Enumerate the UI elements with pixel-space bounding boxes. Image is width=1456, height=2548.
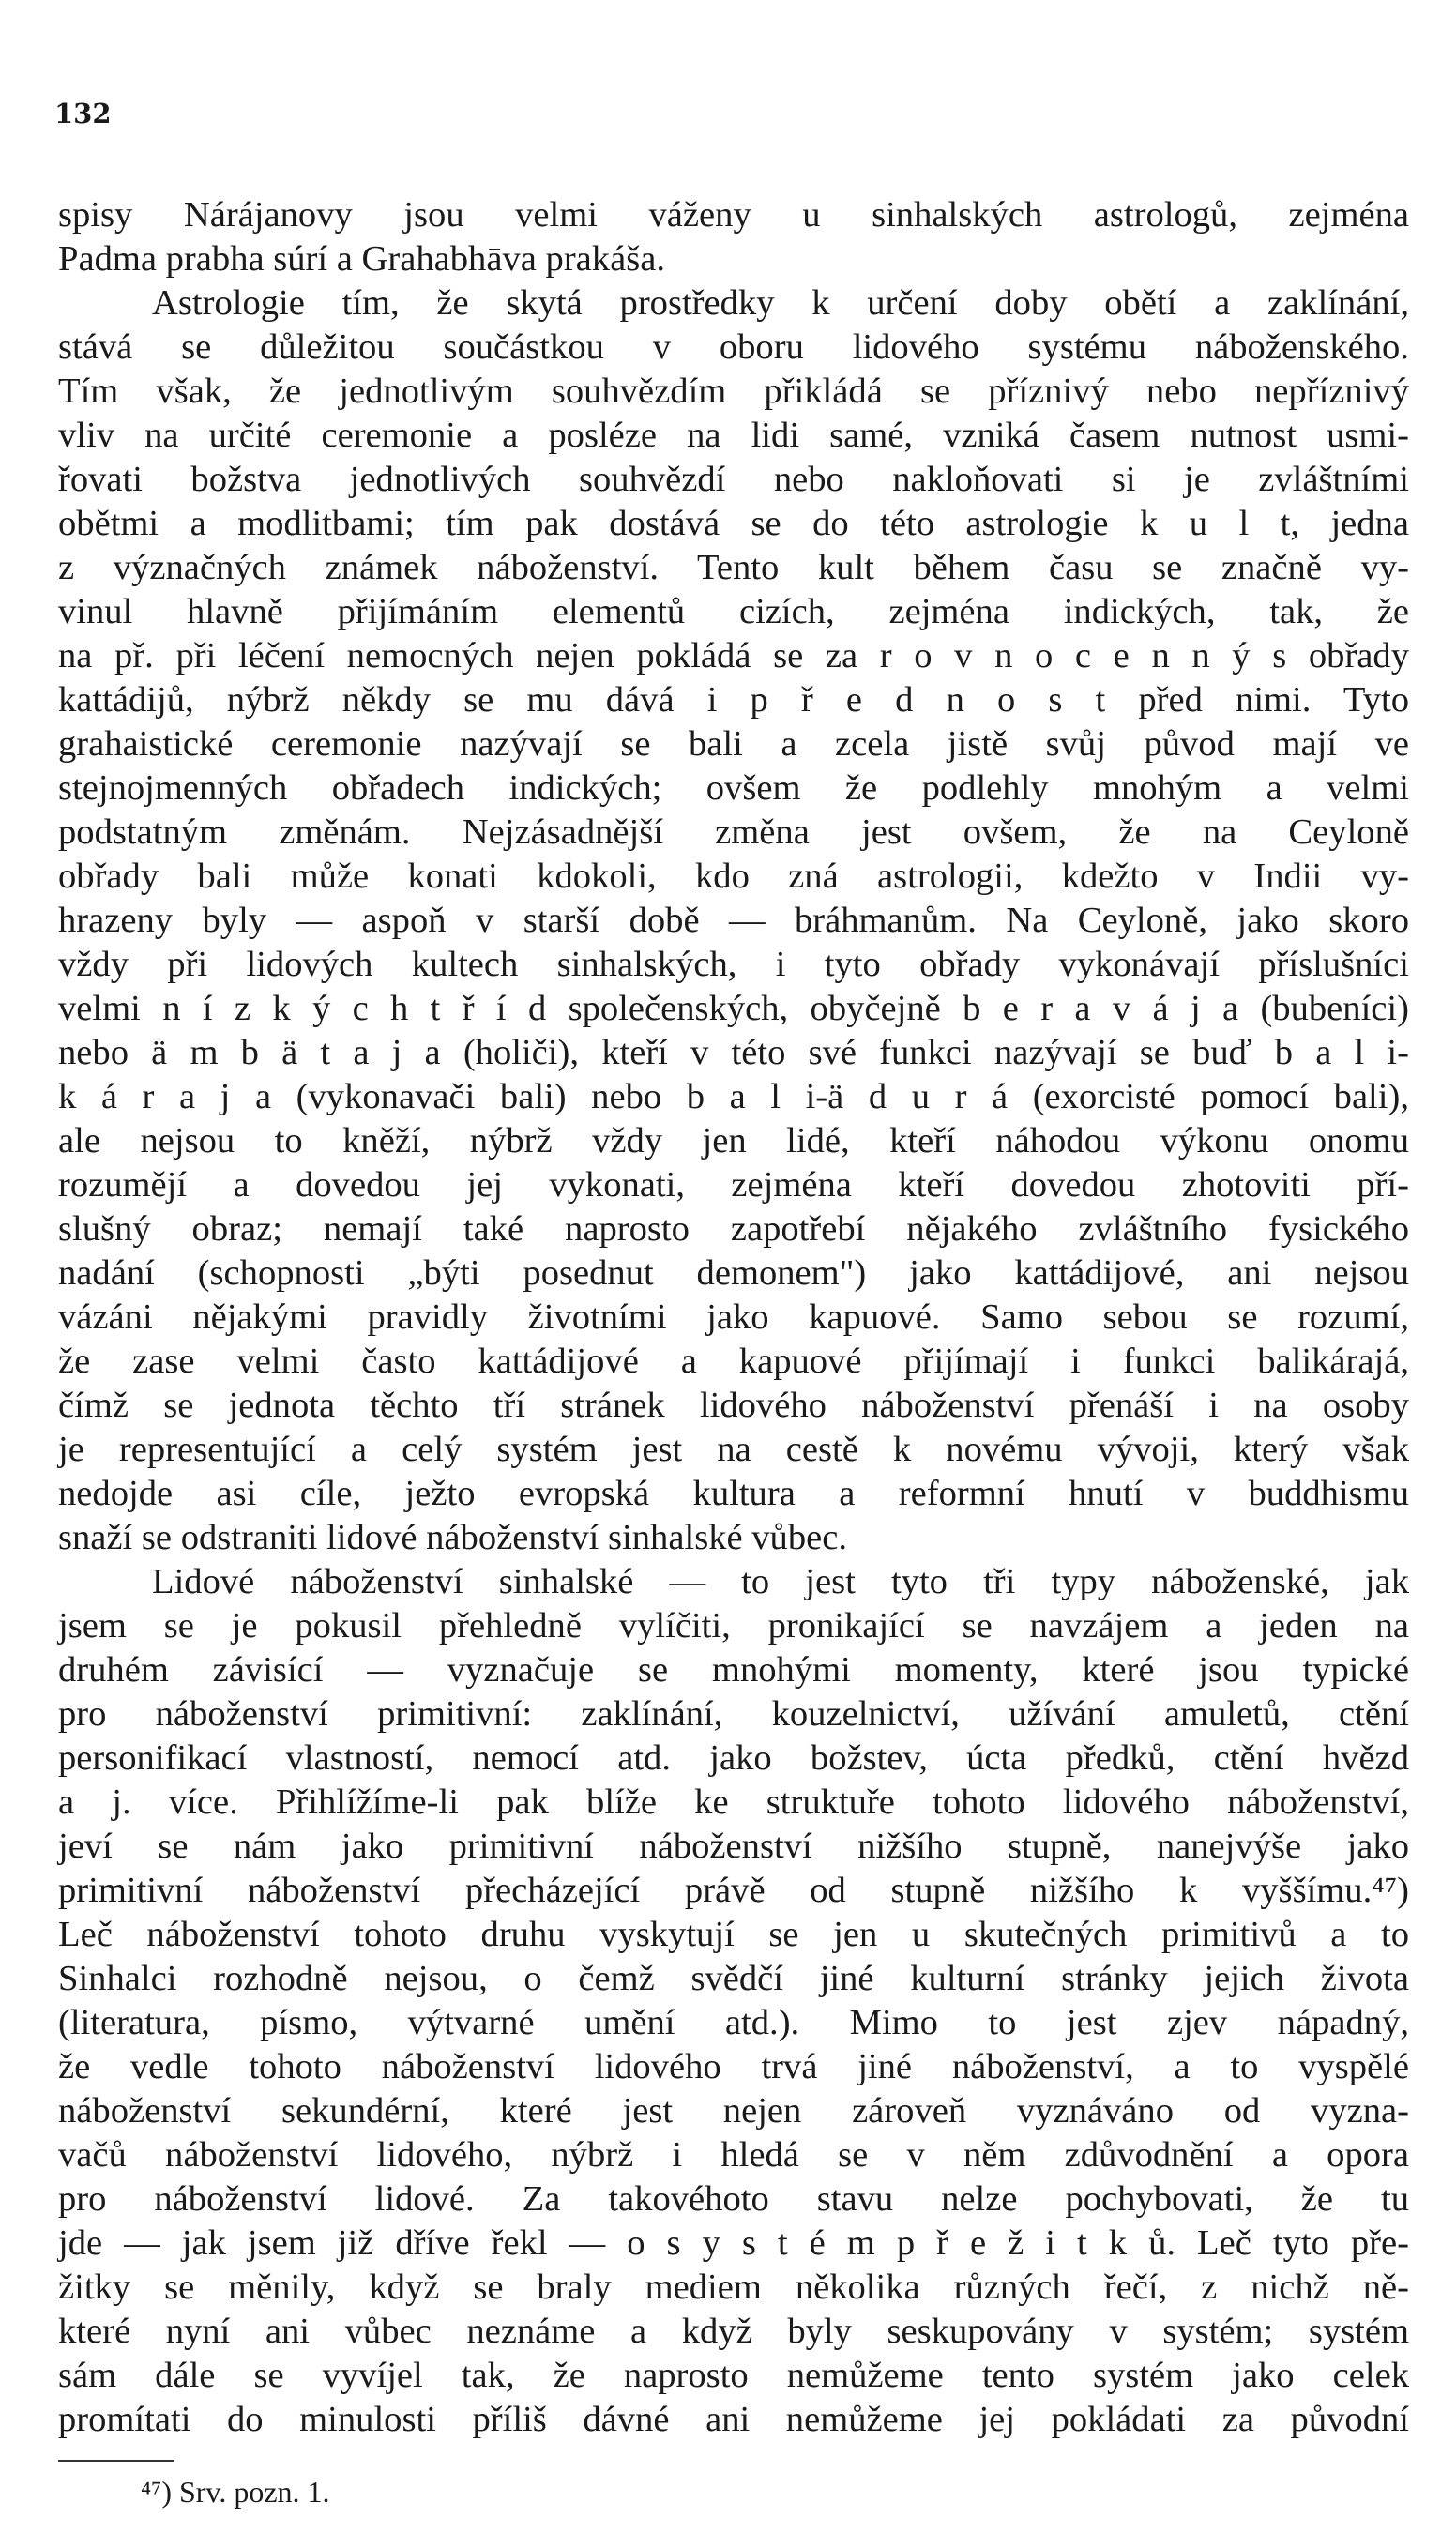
text-line: Leč náboženství tohoto druhu vyskytují se jen u skutečných primitivů a to bbox=[58, 1915, 1409, 1954]
footnote-divider bbox=[58, 2460, 174, 2462]
text-line: že vedle tohoto náboženství lidového trvá jiné náboženství, a to vyspělé bbox=[58, 2047, 1409, 2086]
body-text bbox=[58, 193, 1409, 2442]
text-line: sám dále se vyvíjel tak, že naprosto nemůžeme tento systém jako celek bbox=[58, 2356, 1409, 2395]
footnote-47: ⁴⁷) Srv. pozn. 1. bbox=[141, 2475, 330, 2509]
text-line: jsem se je pokusil přehledně vylíčiti, pronikající se navzájem a jeden na bbox=[58, 1606, 1409, 1646]
text-line: vinul hlavně přijímáním elementů cizích, zejména indických, tak, že bbox=[58, 592, 1409, 631]
text-line: spisy Nárájanovy jsou velmi váženy u sinhalských astrologů, zejména bbox=[58, 195, 1409, 235]
text-line: nadání (schopnosti „býti posednut demonem") jako kattádijové, ani nejsou bbox=[58, 1253, 1409, 1293]
text-line: stejnojmenných obřadech indických; ovšem že podlehly mnohým a velmi bbox=[58, 768, 1409, 808]
text-line: žitky se měnily, když se braly mediem několika různých řečí, z nichž ně- bbox=[58, 2267, 1409, 2307]
text-line: k á r a j a (vykonavači bali) nebo b a l i-ä d u r á (exorcisté pomocí bali), bbox=[58, 1077, 1409, 1116]
text-line: vačů náboženství lidového, nýbrž i hledá se v něm zdůvodnění a opora bbox=[58, 2135, 1409, 2175]
text-line: Tím však, že jednotlivým souhvězdím přikládá se příznivý nebo nepříznivý bbox=[58, 372, 1409, 411]
text-line: jeví se nám jako primitivní náboženství nižšího stupně, nanejvýše jako bbox=[58, 1827, 1409, 1866]
text-line: vliv na určité ceremonie a posléze na lidi samé, vzniká časem nutnost usmi- bbox=[58, 416, 1409, 455]
text-line: ale nejsou to kněží, nýbrž vždy jen lidé, kteří náhodou výkonu onomu bbox=[58, 1121, 1409, 1160]
text-line: které nyní ani vůbec neznáme a když byly seskupovány v systém; systém bbox=[58, 2312, 1409, 2351]
text-line: vázáni nějakými pravidly životními jako kapuové. Samo sebou se rozumí, bbox=[58, 1297, 1409, 1337]
text-line: jde — jak jsem již dříve řekl — o s y s t é m p ř e ž i t k ů. Leč tyto pře- bbox=[58, 2223, 1409, 2263]
text-line: promítati do minulosti příliš dávné ani nemůžeme jej pokládati za původní bbox=[58, 2400, 1409, 2439]
text-line: řovati božstva jednotlivých souhvězdí nebo nakloňovati si je zvláštními bbox=[58, 460, 1409, 499]
text-line: je representující a celý systém jest na cestě k novému vývoji, který však bbox=[58, 1430, 1409, 1469]
text-line: z význačných známek náboženství. Tento kult během času se značně vy- bbox=[58, 548, 1409, 587]
text-line: Astrologie tím, že skytá prostředky k určení doby obětí a zaklínání, bbox=[152, 283, 1409, 323]
text-line: stává se důležitou součástkou v oboru lidového systému náboženského. bbox=[58, 327, 1409, 367]
text-line: slušný obraz; nemají také naprosto zapotřebí nějakého zvláštního fysického bbox=[58, 1209, 1409, 1249]
text-line: nedojde asi cíle, ježto evropská kultura a reformní hnutí v buddhismu bbox=[58, 1474, 1409, 1513]
text-line: pro náboženství primitivní: zaklínání, kouzelnictví, užívání amuletů, ctění bbox=[58, 1694, 1409, 1734]
text-line: druhém závisící — vyznačuje se mnohými momenty, které jsou typické bbox=[58, 1650, 1409, 1690]
text-line: primitivní náboženství přecházející právě od stupně nižšího k vyššímu.⁴⁷) bbox=[58, 1871, 1409, 1910]
text-line: personifikací vlastností, nemocí atd. jako božstev, úcta předků, ctění hvězd bbox=[58, 1738, 1409, 1778]
text-line: hrazeny byly — aspoň v starší době — bráhmanům. Na Ceyloně, jako skoro bbox=[58, 901, 1409, 940]
text-line: snaží se odstraniti lidové náboženství sinhalské vůbec. bbox=[58, 1518, 848, 1557]
text-line: pro náboženství lidové. Za takovéhoto stavu nelze pochybovati, že tu bbox=[58, 2179, 1409, 2219]
text-line: velmi n í z k ý c h t ř í d společenských, obyčejně b e r a v á j a (bubeníci) bbox=[58, 989, 1409, 1028]
text-line: a j. více. Přihlížíme-li pak blíže ke struktuře tohoto lidového náboženství, bbox=[58, 1782, 1409, 1822]
text-line: podstatným změnám. Nejzásadnější změna jest ovšem, že na Ceyloně bbox=[58, 812, 1409, 852]
text-line: že zase velmi často kattádijové a kapuové přijímají i funkci balikárajá, bbox=[58, 1342, 1409, 1381]
text-line: Sinhalci rozhodně nejsou, o čemž svědčí jiné kulturní stránky jejich života bbox=[58, 1959, 1409, 1998]
text-line: náboženství sekundérní, které jest nejen zároveň vyznáváno od vyzna- bbox=[58, 2091, 1409, 2131]
text-line: vždy při lidových kultech sinhalských, i tyto obřady vykonávají příslušníci bbox=[58, 945, 1409, 984]
text-line: Padma prabha súrí a Grahabhāva prakáša. bbox=[58, 239, 665, 279]
text-line: nebo ä m b ä t a j a (holiči), kteří v této své funkci nazývají se buď b a l i- bbox=[58, 1033, 1409, 1072]
text-line: (literatura, písmo, výtvarné umění atd.). Mimo to jest zjev nápadný, bbox=[58, 2003, 1409, 2042]
page-number: 132 bbox=[54, 98, 112, 129]
text-line: na př. při léčení nemocných nejen pokládá se za r o v n o c e n n ý s obřady bbox=[58, 636, 1409, 675]
text-line: obřady bali může konati kdokoli, kdo zná astrologii, kdežto v Indii vy- bbox=[58, 857, 1409, 896]
text-line: Lidové náboženství sinhalské — to jest tyto tři typy náboženské, jak bbox=[152, 1562, 1409, 1601]
text-line: rozumějí a dovedou jej vykonati, zejména kteří dovedou zhotoviti pří- bbox=[58, 1165, 1409, 1205]
text-line: čímž se jednota těchto tří stránek lidového náboženství přenáší i na osoby bbox=[58, 1386, 1409, 1425]
text-line: grahaistické ceremonie nazývají se bali a zcela jistě svůj původ mají ve bbox=[58, 724, 1409, 764]
text-line: obětmi a modlitbami; tím pak dostává se do této astrologie k u l t, jedna bbox=[58, 504, 1409, 543]
text-line: kattádijů, nýbrž někdy se mu dává i p ř e d n o s t před nimi. Tyto bbox=[58, 680, 1409, 720]
